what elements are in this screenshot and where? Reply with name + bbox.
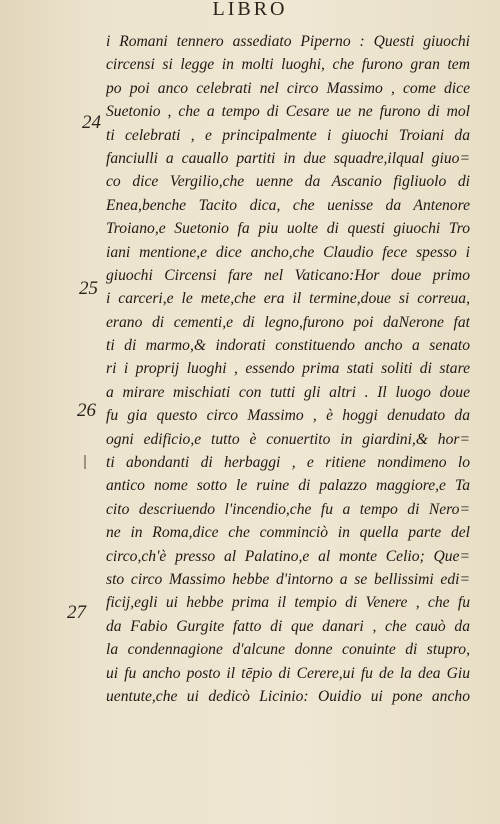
text-line: ogni edificio,e tutto è conuertito in giardini,& hor= xyxy=(106,430,470,448)
text-line: sto circo Massimo hebbe d'intorno a se bellissimi edi= xyxy=(106,570,470,588)
text-line: i carceri,e le mete,che era il termine,doue si correua, xyxy=(106,290,470,308)
text-line: circo,ch'è presso al Palatino,e al monte Celio; Que= xyxy=(106,547,470,565)
text-line: Suetonio , che a tempo di Cesare ue ne furono di mol xyxy=(106,103,470,121)
text-line: ne in Roma,dice che comminciò in quella parte del xyxy=(106,524,470,542)
marginal-number-26: 26 xyxy=(77,400,96,421)
marginal-number-24: 24 xyxy=(82,112,101,133)
text-line: ui fu ancho posto il tēpio di Cerere,ui fu de la dea Giu xyxy=(106,664,470,682)
text-line: ti celebrati , e principalmente i giuochi Troiani da xyxy=(106,126,470,144)
text-line: la condennagione d'alcune donne conuinte di stupro, xyxy=(106,641,470,659)
text-line: da Fabio Gurgite fatto di que danari , che cauò da xyxy=(106,617,470,635)
text-line: ficij,egli ui hebbe prima il tempio di Venere , che fu xyxy=(106,594,470,612)
text-line: giuochi Circensi fare nel Vaticano:Hor doue primo xyxy=(106,266,470,284)
text-line: i Romani tennero assediato Piperno : Questi giuochi xyxy=(106,33,470,50)
text-line: antico nome sotto le ruine di palazzo maggiore,e Ta xyxy=(106,477,470,495)
text-line: uentute,che ui dedicò Licinio: Ouidio ui pone ancho xyxy=(106,687,470,705)
margin-mark xyxy=(84,455,86,469)
text-line: iani mentione,e dice ancho,che Claudio fece spesso i xyxy=(106,243,470,261)
text-line: co dice Vergilio,che uenne da Ascanio figliuolo di xyxy=(106,173,470,191)
marginal-number-27: 27 xyxy=(67,602,86,623)
text-line: erano di cementi,e di legno,furono poi daNerone fat xyxy=(106,313,470,331)
text-line: po poi anco celebrati nel circo Massimo , come dice xyxy=(106,79,470,97)
text-line: ti di marmo,& indorati constituendo ancho a senato xyxy=(106,337,470,355)
text-line: ri i proprij luoghi , essendo prima stati soliti di stare xyxy=(106,360,470,378)
body-text xyxy=(106,30,470,708)
marginal-number-25: 25 xyxy=(79,278,98,299)
text-line: a mirare mischiati con tutti gli altri . Il luogo doue xyxy=(106,383,470,401)
text-line: cito descriuendo l'incendio,che fu a tempo di Nero= xyxy=(106,500,470,518)
text-line: fanciulli a cauallo partiti in due squadre,ilqual giuo= xyxy=(106,149,470,167)
text-line: ti abondanti di herbaggi , e ritiene nondimeno lo xyxy=(106,454,470,472)
running-head: LIBRO xyxy=(212,0,288,20)
text-line: fu gia questo circo Massimo , è hoggi denudato da xyxy=(106,407,470,425)
text-line: Enea,benche Tacito dica, che uenisse da Antenore xyxy=(106,196,470,214)
text-line: Troiano,e Suetonio fa piu uolte di questi giuochi Tro xyxy=(106,220,470,238)
text-line: circensi si legge in molti luoghi, che furono gran tem xyxy=(106,56,470,74)
